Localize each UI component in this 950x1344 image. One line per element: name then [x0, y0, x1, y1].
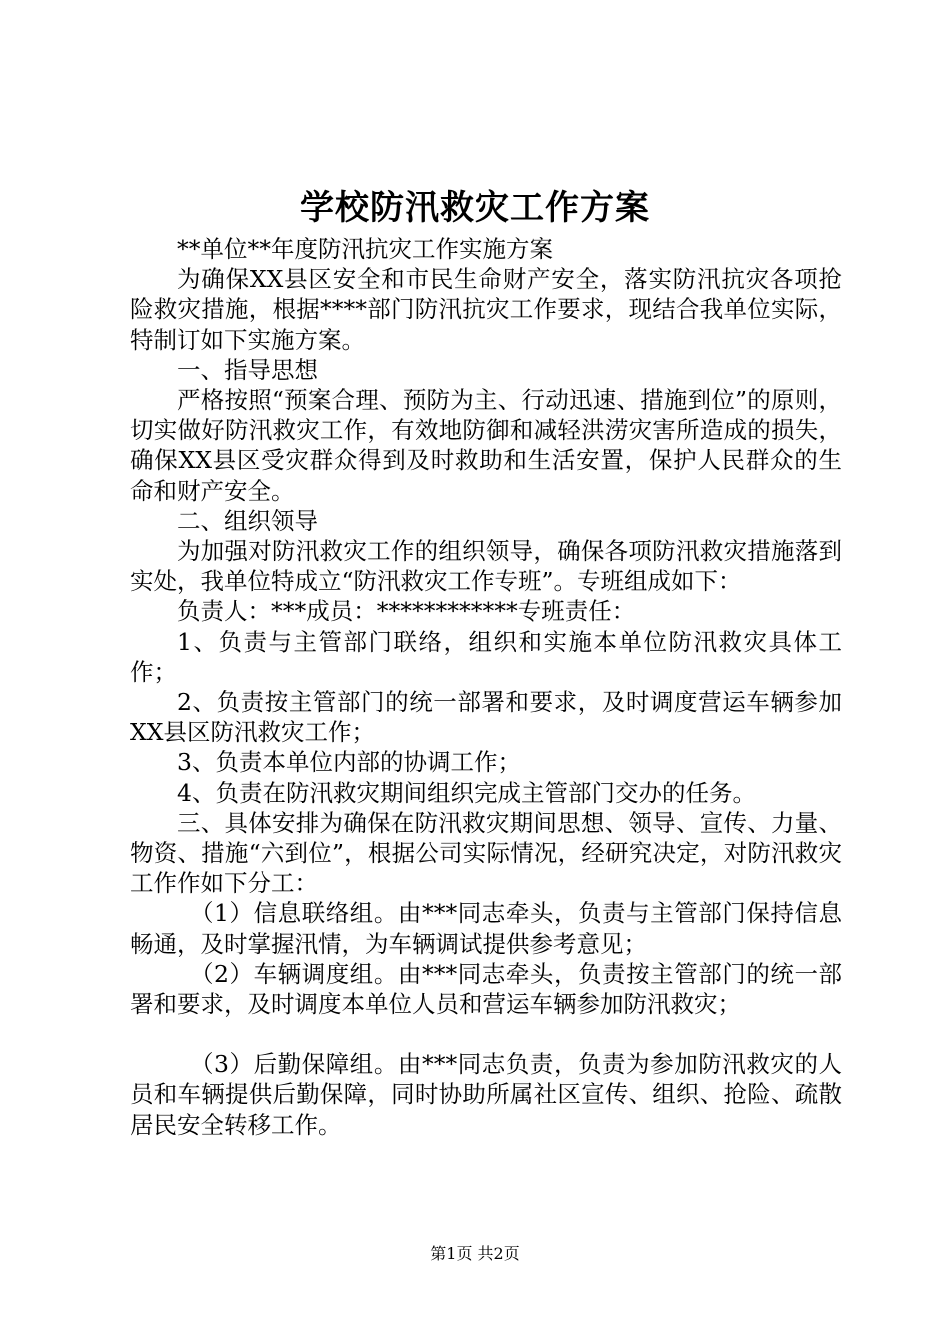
paragraph-guiding-thought: 严格按照“预案合理、预防为主、行动迅速、措施到位”的原则，切实做好防汛救灾工作，有效地防御和减轻洪涝灾害所造成的损失，确保XX县区受灾群众得到及时救助和生活安置，保护人民群众的生命和财产安全。: [130, 386, 842, 505]
list-item-duty-4: 4、负责在防汛救灾期间组织完成主管部门交办的任务。: [177, 778, 756, 807]
list-item-group-2: （2）车辆调度组。由***同志牵头，负责按主管部门的统一部署和要求，及时调度本单位人员和营运车辆参加防汛救灾；: [130, 959, 842, 1019]
list-item-duty-1: 1、负责与主管部门联络，组织和实施本单位防汛救灾具体工作；: [130, 627, 842, 686]
paragraph-spacer: [130, 1019, 842, 1049]
section-heading-organization: 二、组织领导: [177, 506, 318, 535]
document-body: [130, 234, 842, 1140]
section-heading-arrangement: 三、具体安排为确保在防汛救灾期间思想、领导、宣传、力量、物资、措施“六到位”，根据公司实际情况，经研究决定，对防汛救灾工作作如下分工：: [130, 808, 842, 898]
document-title: 学校防汛救灾工作方案: [300, 188, 650, 228]
list-item-duty-2: 2、负责按主管部门的统一部署和要求，及时调度营运车辆参加XX县区防汛救灾工作；: [130, 688, 842, 747]
list-item-group-1: （1）信息联络组。由***同志牵头，负责与主管部门保持信息畅通，及时掌握汛情，为车辆调试提供参考意见；: [130, 899, 842, 958]
list-item-group-3: （3）后勤保障组。由***同志负责，负责为参加防汛救灾的人员和车辆提供后勤保障，同时协助所属社区宣传、组织、抢险、疏散居民安全转移工作。: [130, 1050, 842, 1139]
page-number-footer: 第1页 共2页: [430, 1244, 520, 1263]
paragraph-organization: 为加强对防汛救灾工作的组织领导，确保各项防汛救灾措施落到实处，我单位特成立“防汛救灾工作专班”。专班组成如下：: [130, 537, 842, 596]
paragraph-plan-heading: **单位**年度防汛抗灾工作实施方案: [177, 235, 553, 263]
list-item-duty-3: 3、负责本单位内部的协调工作；: [177, 748, 521, 777]
paragraph-intro: 为确保XX县区安全和市民生命财产安全，落实防汛抗灾各项抢险救灾措施，根据****部门防汛抗灾工作要求，现结合我单位实际，特制订如下实施方案。: [130, 265, 842, 354]
section-heading-guiding-thought: 一、指导思想: [177, 355, 318, 384]
paragraph-members: 负责人：***成员：************专班责任：: [177, 597, 636, 626]
